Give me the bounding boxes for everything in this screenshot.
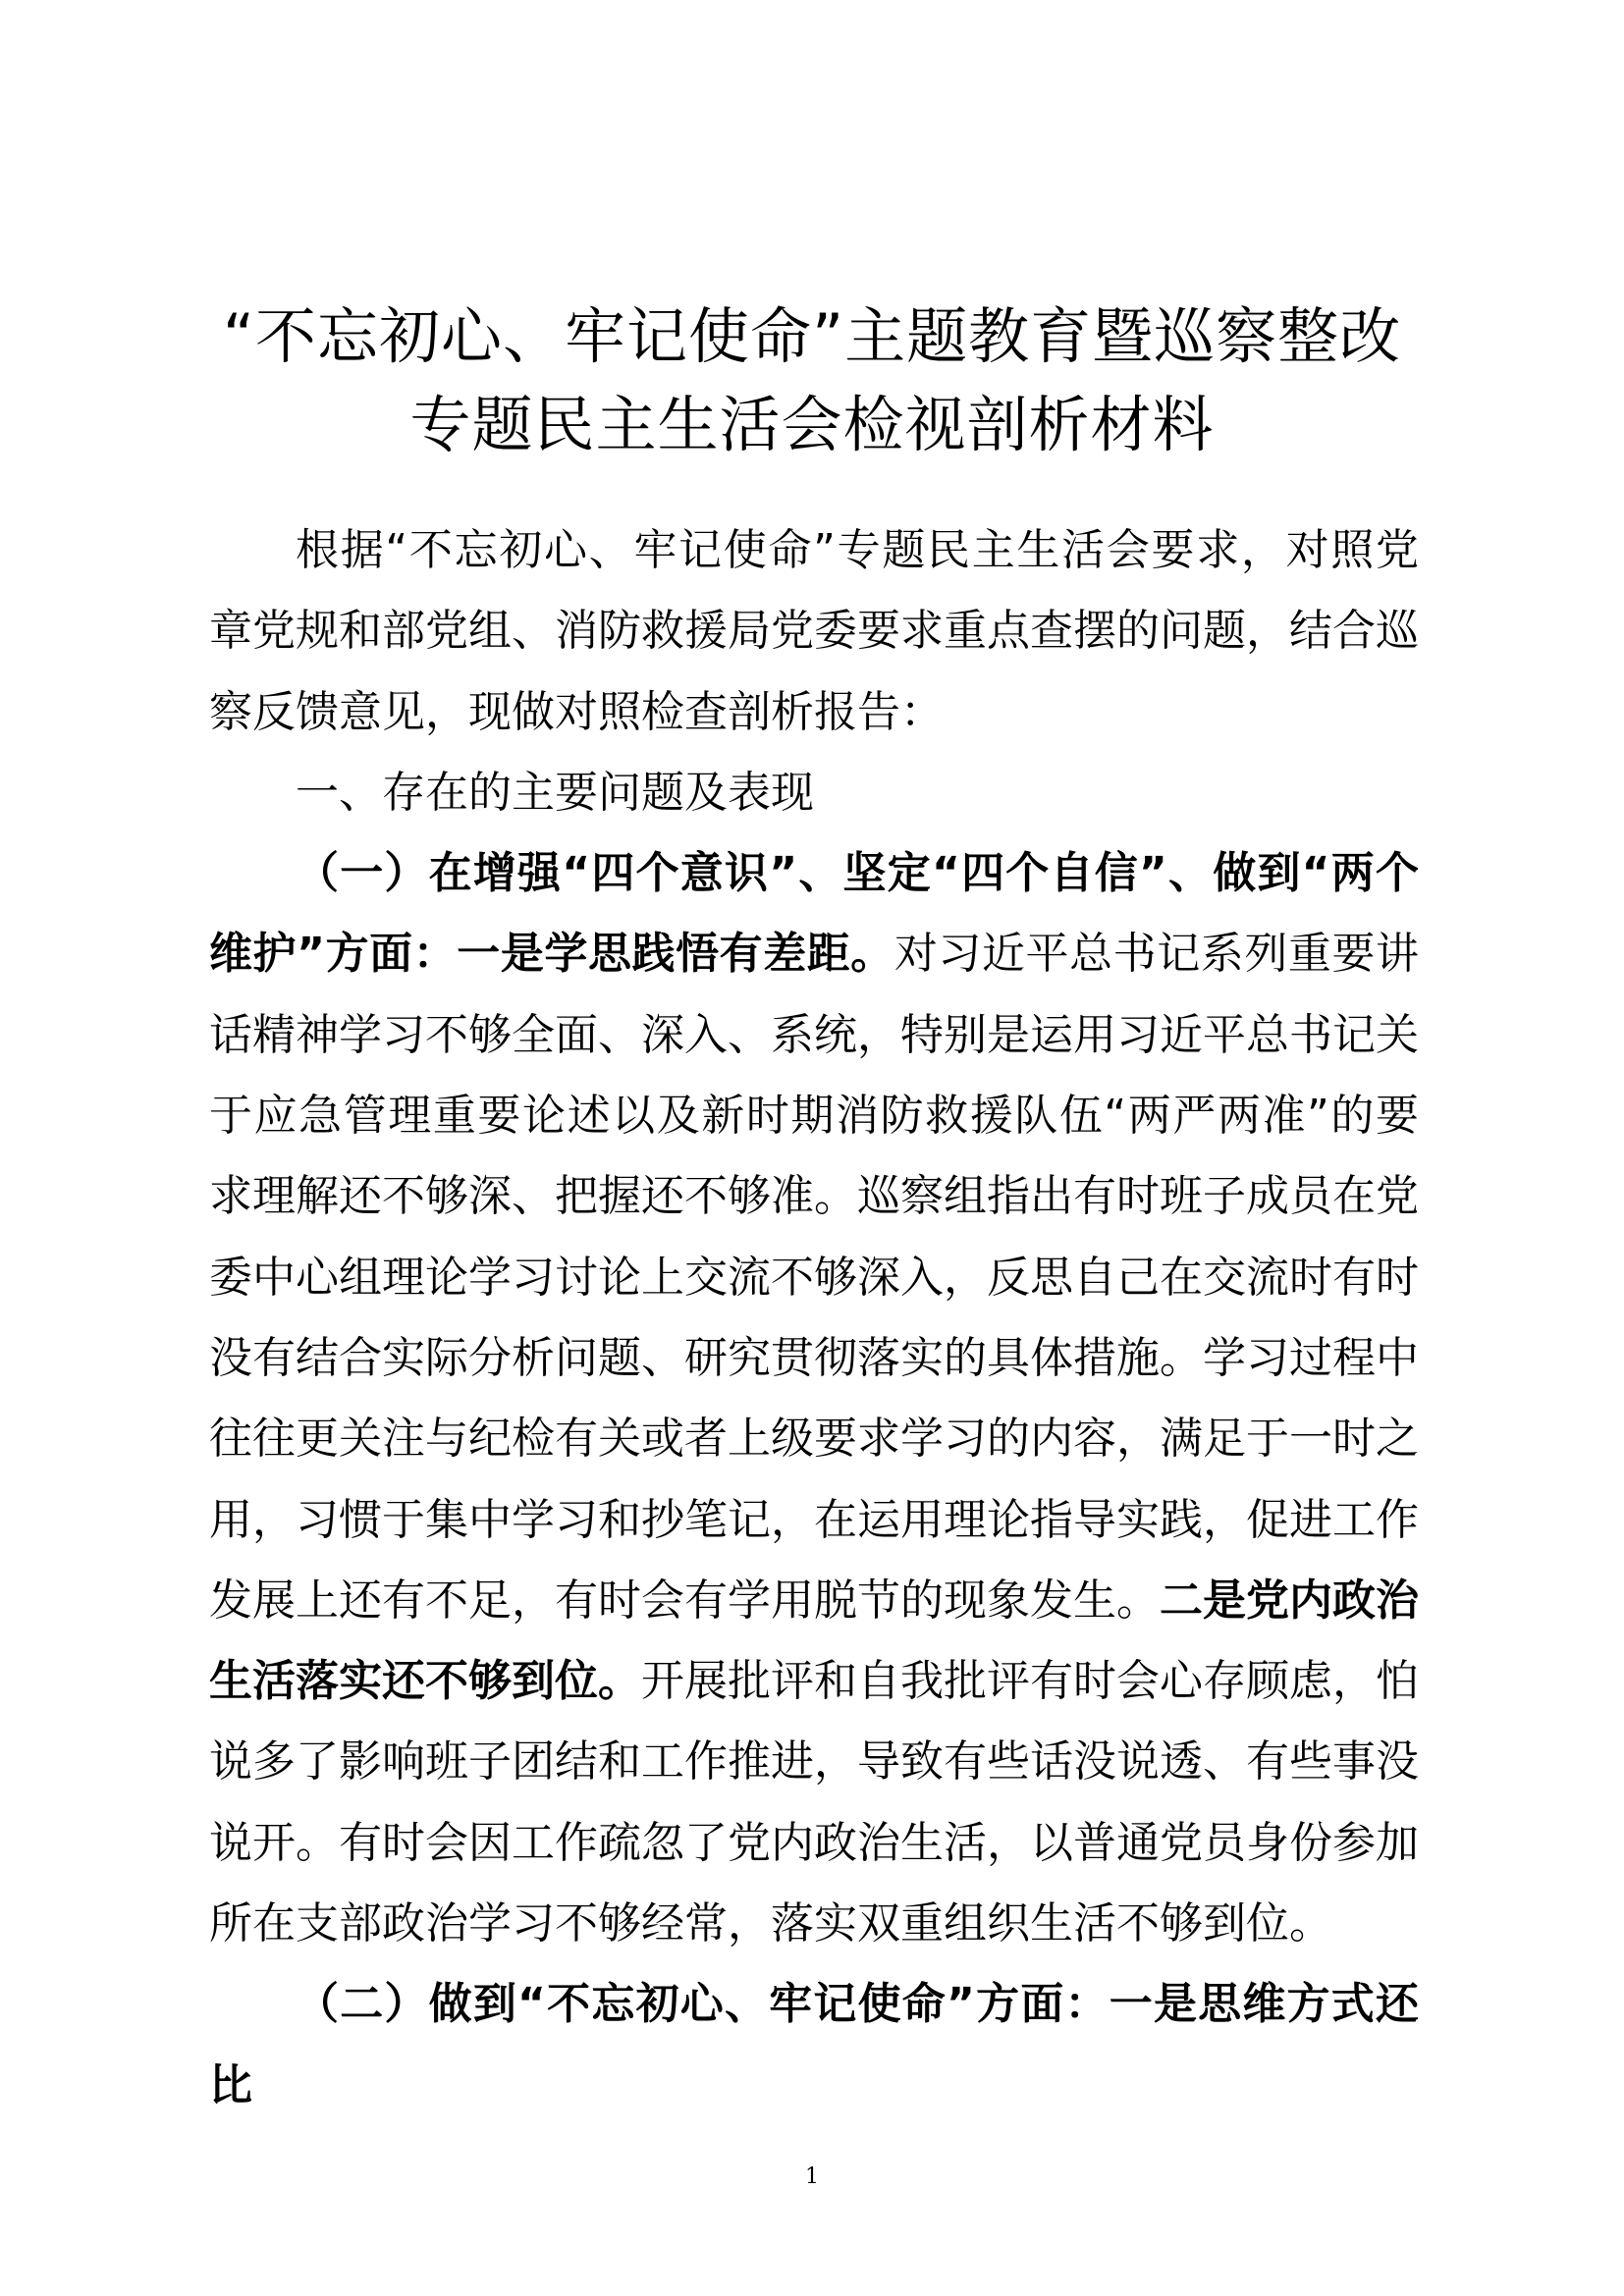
intro-paragraph: 根据“不忘初心、牢记使命”专题民主生活会要求，对照党章党规和部党组、消防救援局党委要求重点查摆的问题，结合巡察反馈意见，现做对照检查剖析报告： (209, 525, 1419, 737)
subsection-2-heading: （二）做到“不忘初心、牢记使命”方面： (296, 1979, 1110, 2030)
subsection-1-heading: （一）在增强“四个意识”、坚定“四个自信”、做到“两个维护”方面： (209, 848, 1419, 980)
subsection-2-paragraph (209, 1964, 1419, 2126)
subsection-1-paragraph (209, 833, 1419, 1964)
document-title (196, 293, 1428, 469)
page-number: 1 (805, 2164, 819, 2189)
document-body (209, 510, 1419, 2126)
point-2-title: 二是党内政治生活落实还不够到位。 (209, 1575, 1419, 1707)
point-2-text: 开展批评和自我批评有时会心存顾虑，怕说多了影响班子团结和工作推进，导致有些话没说透、有些事没说开。有时会因工作疏忽了党内政治生活，以普通党员身份参加所在支部政治学习不够经常，落实双重组织生活不够到位。 (209, 1656, 1419, 1949)
subsection-2-point-1-title: 一是思维方式还比 (209, 1979, 1420, 2110)
title-line-1: “不忘初心、牢记使命”主题教育暨巡察整改 (222, 300, 1402, 372)
title-line-2: 专题民主生活会检视剖析材料 (409, 389, 1215, 460)
point-1-title: 一是学思践悟有差距。 (457, 929, 894, 980)
section-heading-1: 一、存在的主要问题及表现 (296, 767, 814, 818)
point-1-text: 对习近平总书记系列重要讲话精神学习不够全面、深入、系统，特别是运用习近平总书记关于应急管理重要论述以及新时期消防救援队伍“两严两准”的要求理解还不够深、把握还不够准。巡察组指出有时班子成员在党委中心组理论学习讨论上交流不够深入，反思自己在交流时有时没有结合实际分析问题、研究贯彻落实的具体措施。学习过程中往往更关注与纪检有关或者上级要求学习的内容，满足于一时之用，习惯于集中学习和抄笔记，在运用理论指导实践，促进工作发展上还有不足，有时会有学用脱节的现象发生。 (209, 929, 1420, 1626)
